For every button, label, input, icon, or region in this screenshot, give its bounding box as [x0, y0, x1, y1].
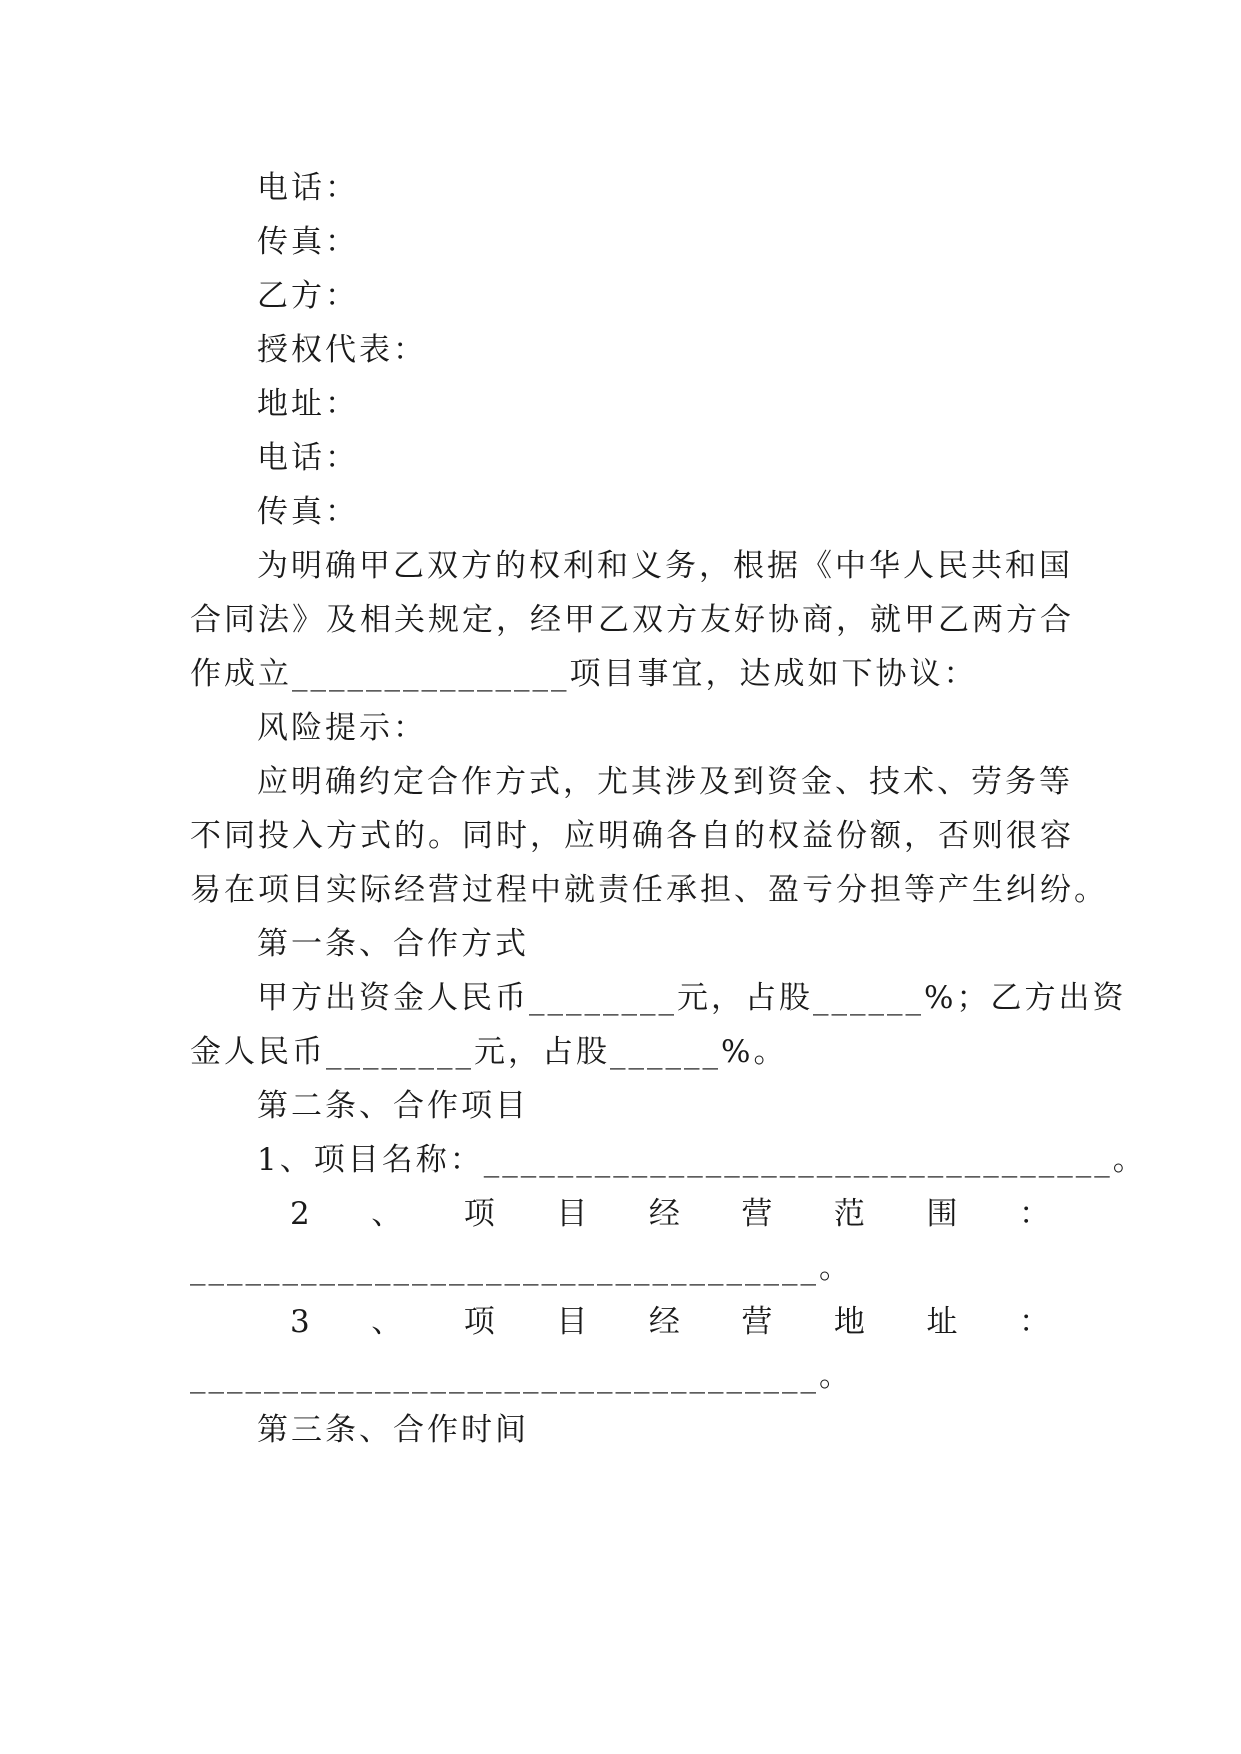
risk-tip-line-3: 易在项目实际经营过程中就责任承担、盈亏分担等产生纠纷。: [190, 872, 1108, 908]
phone-label-b: 电话：: [257, 440, 359, 476]
address-label: 地址：: [257, 386, 359, 422]
scope-char: 、: [371, 1196, 403, 1232]
project-address-line: [190, 1302, 1050, 1342]
risk-tip-line-2: 不同投入方式的。同时，应明确各自的权益份额，否则很容: [190, 818, 1074, 854]
article-3-heading: 第三条、合作时间: [257, 1412, 529, 1448]
address-char: 址: [926, 1304, 958, 1340]
project-address-blank: __________________________________。: [190, 1358, 853, 1394]
article-1-line-1: 甲方出资金人民币________元，占股______%；乙方出资: [257, 980, 1127, 1016]
scope-char: 围: [926, 1196, 958, 1232]
preamble-line-2: 合同法》及相关规定，经甲乙双方友好协商，就甲乙两方合: [190, 602, 1074, 638]
risk-tip-line-1: 应明确约定合作方式，尤其涉及到资金、技术、劳务等: [257, 764, 1073, 800]
scope-char: 营: [741, 1196, 773, 1232]
article-2-heading: 第二条、合作项目: [257, 1088, 529, 1124]
project-name-line: 1、项目名称：__________________________________。: [257, 1142, 1147, 1178]
address-char: ：: [1018, 1304, 1050, 1340]
address-char: 项: [463, 1304, 495, 1340]
address-char: 目: [556, 1304, 588, 1340]
risk-tip-heading: 风险提示：: [257, 710, 427, 746]
address-char: 地: [833, 1304, 865, 1340]
address-char: 、: [371, 1304, 403, 1340]
scope-char: ：: [1018, 1196, 1050, 1232]
project-scope-line: [190, 1194, 1050, 1234]
authorized-rep-label: 授权代表：: [257, 332, 427, 368]
scope-char: 经: [648, 1196, 680, 1232]
fax-label-b: 传真：: [257, 494, 359, 530]
address-char: 经: [648, 1304, 680, 1340]
address-char: 营: [741, 1304, 773, 1340]
scope-char: 范: [833, 1196, 865, 1232]
article-1-heading: 第一条、合作方式: [257, 926, 529, 962]
phone-label-a: 电话：: [257, 170, 359, 206]
scope-char: 项: [463, 1196, 495, 1232]
scope-char: 2: [290, 1196, 310, 1232]
preamble-line-3: 作成立_______________项目事宜，达成如下协议：: [190, 656, 978, 692]
party-b-label: 乙方：: [257, 278, 359, 314]
scope-char: 目: [556, 1196, 588, 1232]
address-char: 3: [290, 1304, 310, 1340]
preamble-line-1: 为明确甲乙双方的权利和义务，根据《中华人民共和国: [257, 548, 1073, 584]
article-1-line-2: 金人民币________元，占股______%。: [190, 1034, 788, 1070]
fax-label-a: 传真：: [257, 224, 359, 260]
project-scope-blank: __________________________________。: [190, 1250, 853, 1286]
